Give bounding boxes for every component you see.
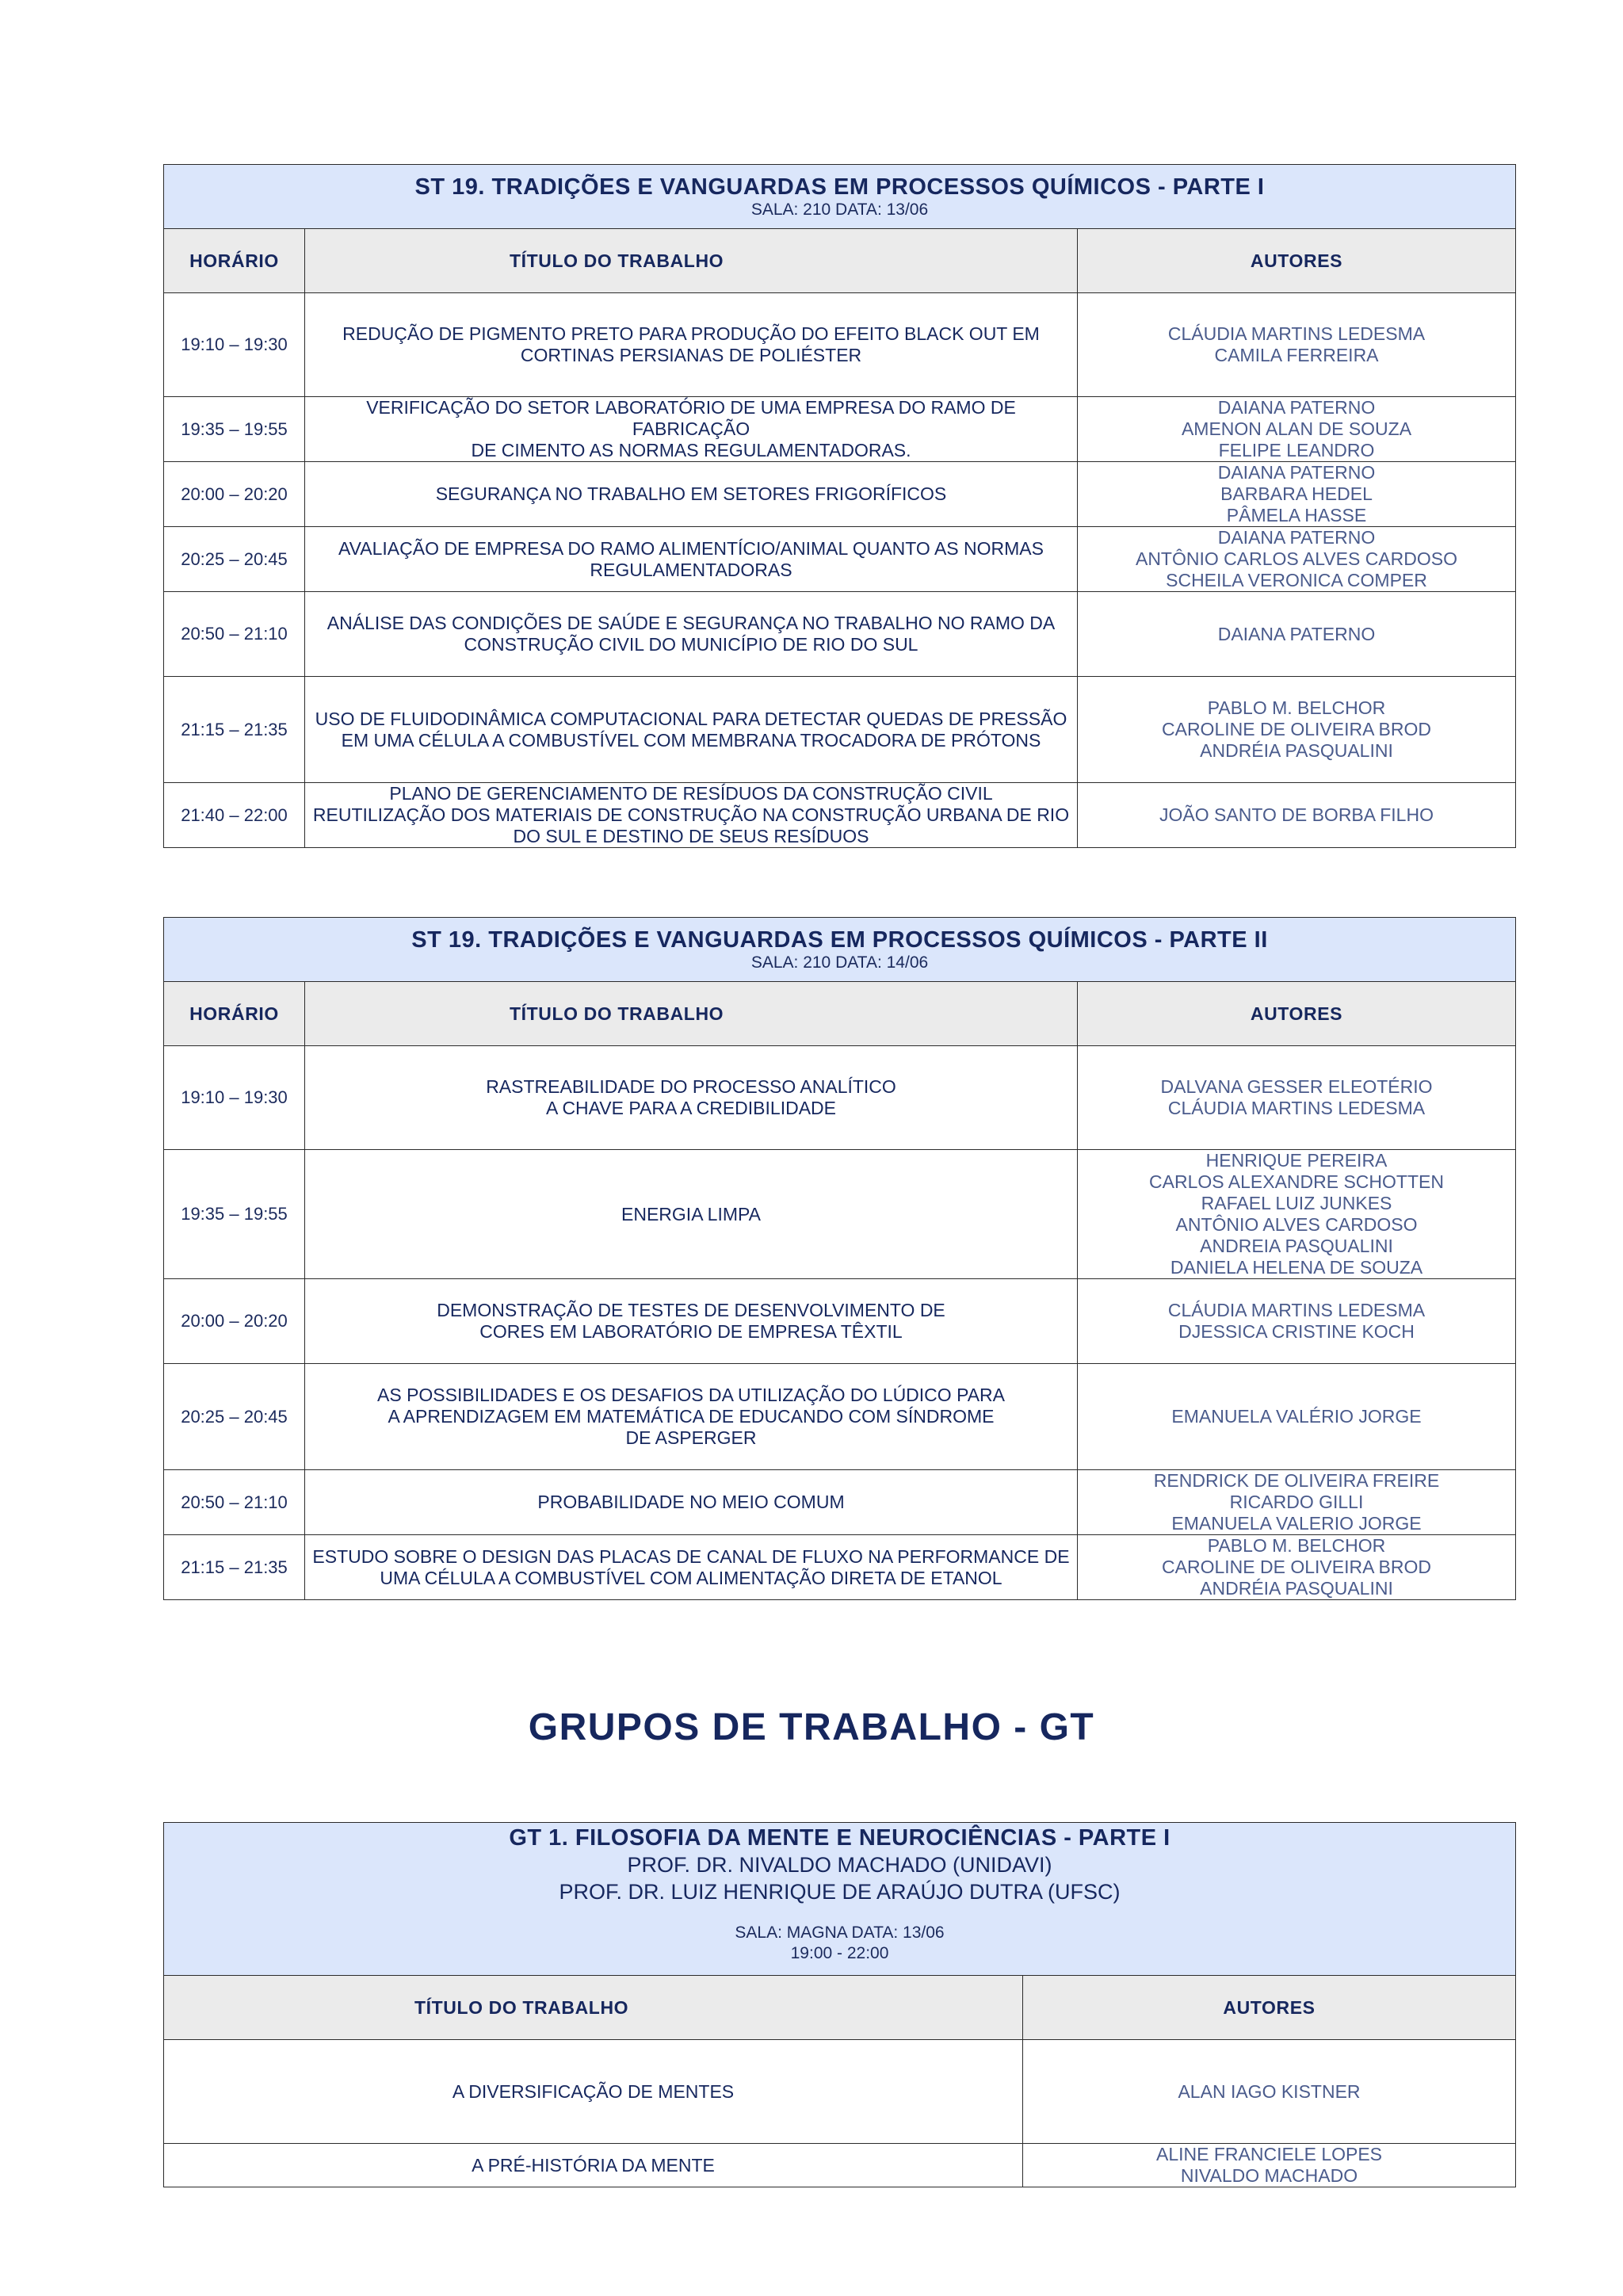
title-line: ESTUDO SOBRE O DESIGN DAS PLACAS DE CANAL DE FLUXO NA PERFORMANCE DE [312, 1545, 1070, 1567]
author: DAIANA PATERNO [1217, 462, 1376, 483]
session-table-1 [163, 164, 1516, 848]
title-line: A APRENDIZAGEM EM MATEMÁTICA DE EDUCANDO COM SÍNDROME [388, 1406, 995, 1427]
title-line: AS POSSIBILIDADES E OS DESAFIOS DA UTILIZAÇÃO DO LÚDICO PARA [377, 1385, 1005, 1405]
row-time: 21:15 – 21:35 [164, 677, 305, 783]
row-title [305, 677, 1078, 783]
author: DJESSICA CRISTINE KOCH [1178, 1321, 1415, 1342]
row-time: 20:50 – 21:10 [164, 1470, 305, 1535]
author: ANDREIA PASQUALINI [1200, 1236, 1393, 1256]
row-authors [1078, 527, 1516, 592]
author: EMANUELA VALERIO JORGE [1171, 1513, 1422, 1534]
table-row [164, 783, 1516, 848]
table-row [164, 1470, 1516, 1535]
row-title [305, 527, 1078, 592]
title-line: EM UMA CÉLULA A COMBUSTÍVEL COM MEMBRANA TROCADORA DE PRÓTONS [341, 729, 1041, 751]
author: CLÁUDIA MARTINS LEDESMA [1167, 323, 1426, 344]
table-row [164, 293, 1516, 397]
row-title [305, 293, 1078, 397]
row-title [305, 1279, 1078, 1364]
author: ANDRÉIA PASQUALINI [1200, 1578, 1393, 1599]
title-line: REGULAMENTADORAS [590, 559, 792, 580]
row-time: 19:35 – 19:55 [164, 397, 305, 462]
row-time: 19:10 – 19:30 [164, 1046, 305, 1150]
title-line: REDUÇÃO DE PIGMENTO PRETO PARA PRODUÇÃO DO EFEITO BLACK OUT EM [342, 323, 1040, 344]
title-line: PLANO DE GERENCIAMENTO DE RESÍDUOS DA CONSTRUÇÃO CIVIL [389, 783, 993, 804]
table-row [164, 1279, 1516, 1364]
author: BARBARA HEDEL [1220, 483, 1373, 504]
table-row [164, 462, 1516, 527]
title-line: VERIFICAÇÃO DO SETOR LABORATÓRIO DE UMA EMPRESA DO RAMO DE FABRICAÇÃO [366, 397, 1016, 439]
row-title [305, 783, 1078, 848]
section-title: GRUPOS DE TRABALHO - GT [528, 1706, 1095, 1748]
row-time: 20:00 – 20:20 [164, 1279, 305, 1364]
title-line: CORTINAS PERSIANAS DE POLIÉSTER [520, 345, 862, 365]
row-time: 19:10 – 19:30 [164, 293, 305, 397]
title-line: ENERGIA LIMPA [621, 1203, 761, 1224]
row-title [305, 1364, 1078, 1470]
row-authors [1078, 677, 1516, 783]
session-header [164, 918, 1516, 982]
row-authors [1078, 783, 1516, 848]
session-header [164, 165, 1516, 229]
row-authors [1078, 1364, 1516, 1470]
row-time: 20:00 – 20:20 [164, 462, 305, 527]
row-title [305, 592, 1078, 677]
row-authors [1078, 1150, 1516, 1279]
author: PÂMELA HASSE [1226, 505, 1367, 525]
column-header-title: TÍTULO DO TRABALHO [305, 229, 1078, 293]
title-line: RASTREABILIDADE DO PROCESSO ANALÍTICO [486, 1076, 896, 1097]
gt-hours: 19:00 - 22:00 [790, 1944, 889, 1962]
gt-title: GT 1. FILOSOFIA DA MENTE E NEUROCIÊNCIAS - PARTE I [509, 1825, 1170, 1851]
author: ANDRÉIA PASQUALINI [1200, 740, 1393, 761]
author: PABLO M. BELCHOR [1207, 1535, 1386, 1556]
row-authors [1078, 293, 1516, 397]
row-time: 21:40 – 22:00 [164, 783, 305, 848]
author: DAIANA PATERNO [1217, 527, 1376, 548]
gt-coordinator: PROF. DR. LUIZ HENRIQUE DE ARAÚJO DUTRA (UFSC) [559, 1880, 1121, 1904]
session-table-2 [163, 917, 1516, 1600]
row-title [305, 1470, 1078, 1535]
title-line: DO SUL E DESTINO DE SEUS RESÍDUOS [513, 826, 869, 846]
session-room-date: SALA: 210 DATA: 14/06 [750, 953, 929, 972]
column-header-time: HORÁRIO [164, 982, 305, 1046]
row-authors [1078, 1279, 1516, 1364]
author: RICARDO GILLI [1229, 1492, 1364, 1512]
row-time: 19:35 – 19:55 [164, 1150, 305, 1279]
row-title [164, 2144, 1023, 2187]
author: SCHEILA VERONICA COMPER [1166, 570, 1427, 590]
title-line: DE CIMENTO AS NORMAS REGULAMENTADORAS. [471, 440, 911, 460]
author: NIVALDO MACHADO [1180, 2165, 1358, 2186]
row-authors [1078, 462, 1516, 527]
author: FELIPE LEANDRO [1218, 440, 1375, 460]
author: AMENON ALAN DE SOUZA [1181, 418, 1412, 439]
row-time: 20:50 – 21:10 [164, 592, 305, 677]
author: DAIANA PATERNO [1217, 623, 1376, 644]
gt-header [164, 1823, 1516, 1976]
author: DANIELA HELENA DE SOUZA [1170, 1257, 1423, 1278]
row-title [305, 462, 1078, 527]
title-line: AVALIAÇÃO DE EMPRESA DO RAMO ALIMENTÍCIO/ANIMAL QUANTO AS NORMAS [338, 537, 1044, 559]
table-row [164, 397, 1516, 462]
table-row [164, 677, 1516, 783]
row-time: 20:25 – 20:45 [164, 527, 305, 592]
table-row [164, 1150, 1516, 1279]
author: ANTÔNIO CARLOS ALVES CARDOSO [1135, 548, 1457, 569]
author: CLÁUDIA MARTINS LEDESMA [1167, 1300, 1426, 1320]
gt-coordinator: PROF. DR. NIVALDO MACHADO (UNIDAVI) [627, 1853, 1052, 1877]
title-line: PROBABILIDADE NO MEIO COMUM [537, 1492, 845, 1512]
title-line: CORES EM LABORATÓRIO DE EMPRESA TÊXTIL [479, 1321, 903, 1342]
title-line: SEGURANÇA NO TRABALHO EM SETORES FRIGORÍFICOS [435, 483, 947, 504]
table-row [164, 1535, 1516, 1600]
author: EMANUELA VALÉRIO JORGE [1171, 1406, 1422, 1427]
column-header-authors: AUTORES [1078, 229, 1516, 293]
row-authors [1023, 2040, 1516, 2144]
title-line: CONSTRUÇÃO CIVIL DO MUNICÍPIO DE RIO DO SUL [464, 634, 918, 655]
author: CAROLINE DE OLIVEIRA BROD [1162, 1557, 1431, 1577]
column-header-authors: AUTORES [1023, 1976, 1516, 2040]
author: ANTÔNIO ALVES CARDOSO [1175, 1214, 1418, 1235]
table-row [164, 2040, 1516, 2144]
table-row [164, 1364, 1516, 1470]
session-room-date: SALA: 210 DATA: 13/06 [750, 201, 929, 219]
row-title [164, 2040, 1023, 2144]
title-line: USO DE FLUIDODINÂMICA COMPUTACIONAL PARA DETECTAR QUEDAS DE PRESSÃO [315, 708, 1067, 729]
column-header-authors: AUTORES [1078, 982, 1516, 1046]
session-title: ST 19. TRADIÇÕES E VANGUARDAS EM PROCESSOS QUÍMICOS - PARTE II [411, 927, 1268, 953]
title-line: A DIVERSIFICAÇÃO DE MENTES [452, 2080, 735, 2102]
gt-room-date: SALA: MAGNA DATA: 13/06 [735, 1924, 945, 1942]
session-title: ST 19. TRADIÇÕES E VANGUARDAS EM PROCESSOS QUÍMICOS - PARTE I [414, 174, 1265, 200]
title-line: DEMONSTRAÇÃO DE TESTES DE DESENVOLVIMENTO DE [437, 1300, 945, 1320]
row-title [305, 1535, 1078, 1600]
gt-table [163, 1822, 1516, 2187]
author: RAFAEL LUIZ JUNKES [1201, 1193, 1392, 1213]
title-line: DE ASPERGER [625, 1427, 757, 1448]
row-title [305, 1150, 1078, 1279]
column-header-time: HORÁRIO [164, 229, 305, 293]
column-header-title: TÍTULO DO TRABALHO [305, 982, 1078, 1046]
table-row [164, 592, 1516, 677]
author: RENDRICK DE OLIVEIRA FREIRE [1153, 1470, 1440, 1491]
row-time: 20:25 – 20:45 [164, 1364, 305, 1470]
author: JOÃO SANTO DE BORBA FILHO [1159, 804, 1434, 825]
row-time: 21:15 – 21:35 [164, 1535, 305, 1600]
author: HENRIQUE PEREIRA [1205, 1150, 1388, 1171]
author: DAIANA PATERNO [1217, 397, 1376, 418]
column-header-title: TÍTULO DO TRABALHO [164, 1976, 1023, 2040]
row-authors [1078, 1535, 1516, 1600]
table-row [164, 527, 1516, 592]
row-authors [1078, 1046, 1516, 1150]
author: CLÁUDIA MARTINS LEDESMA [1167, 1098, 1426, 1118]
table-row [164, 1046, 1516, 1150]
author: CAROLINE DE OLIVEIRA BROD [1162, 719, 1431, 739]
row-title [305, 1046, 1078, 1150]
author: PABLO M. BELCHOR [1207, 697, 1386, 718]
title-line: REUTILIZAÇÃO DOS MATERIAIS DE CONSTRUÇÃO NA CONSTRUÇÃO URBANA DE RIO [312, 804, 1070, 825]
title-line: UMA CÉLULA A COMBUSTÍVEL COM ALIMENTAÇÃO DIRETA DE ETANOL [380, 1567, 1002, 1588]
author: DALVANA GESSER ELEOTÉRIO [1160, 1076, 1433, 1097]
row-authors [1078, 592, 1516, 677]
author: ALINE FRANCIELE LOPES [1155, 2144, 1383, 2164]
row-authors [1078, 1470, 1516, 1535]
author: CARLOS ALEXANDRE SCHOTTEN [1149, 1171, 1444, 1192]
title-line: A PRÉ-HISTÓRIA DA MENTE [472, 2154, 715, 2176]
title-line: A CHAVE PARA A CREDIBILIDADE [545, 1098, 836, 1118]
row-authors [1078, 397, 1516, 462]
table-row [164, 2144, 1516, 2187]
title-line: ANÁLISE DAS CONDIÇÕES DE SAÚDE E SEGURANÇA NO TRABALHO NO RAMO DA [327, 613, 1056, 633]
author: ALAN IAGO KISTNER [1178, 2080, 1361, 2102]
author: CAMILA FERREIRA [1214, 345, 1379, 365]
row-authors [1023, 2144, 1516, 2187]
row-title [305, 397, 1078, 462]
